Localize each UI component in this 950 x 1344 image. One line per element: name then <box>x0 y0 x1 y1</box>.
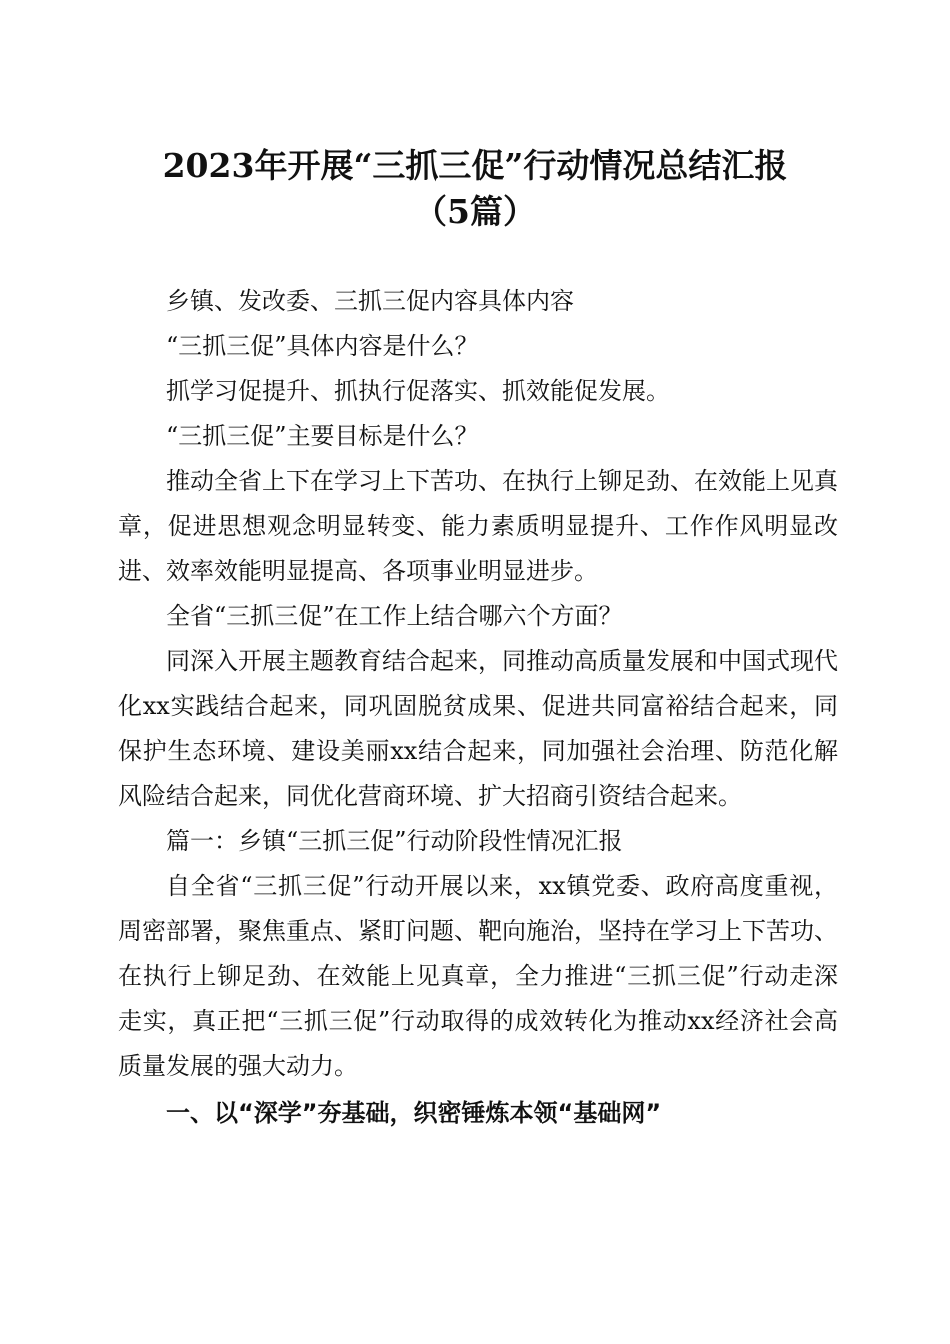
paragraph-question-goal: “三抓三促”主要目标是什么？ <box>166 422 479 450</box>
paragraph-chapter-one-title: 篇一：乡镇“三抓三促”行动阶段性情况汇报 <box>166 827 623 855</box>
paragraph-question-content: “三抓三促”具体内容是什么？ <box>166 332 479 360</box>
paragraph-intro: 乡镇、发改委、三抓三促内容具体内容 <box>166 287 574 315</box>
section-heading: 一、以“深学”夯基础，织密锤炼本领“基础网” <box>166 1099 662 1127</box>
document-title-count: （5篇） <box>414 192 536 231</box>
paragraph-answer-aspects: 同深入开展主题教育结合起来，同推动高质量发展和中国式现代化xx实践结合起来，同巩固脱贫成果、促进共同富裕结合起来，同保护生态环境、建设美丽xx结合起来，同加强社会治理、防范化解风险结合起来，同优化营商环境、扩大招商引资结合起来。 <box>118 647 838 810</box>
paragraph-answer-content: 抓学习促提升、抓执行促落实、抓效能促发展。 <box>166 377 670 405</box>
paragraph-answer-goal: 推动全省上下在学习上下苦功、在执行上铆足劲、在效能上见真章，促进思想观念明显转变、能力素质明显提升、工作作风明显改进、效率效能明显提高、各项事业明显进步。 <box>118 467 838 585</box>
document-body <box>118 279 838 1136</box>
paragraph-question-aspects: 全省“三抓三促”在工作上结合哪六个方面？ <box>166 602 623 630</box>
document-title: 2023年开展“三抓三促”行动情况总结汇报 <box>162 146 788 185</box>
paragraph-chapter-one-body: 自全省“三抓三促”行动开展以来，xx镇党委、政府高度重视，周密部署，聚焦重点、紧盯问题、靶向施治，坚持在学习上下苦功、在执行上铆足劲、在效能上见真章，全力推进“三抓三促”行动走深走实，真正把“三抓三促”行动取得的成效转化为推动xx经济社会高质量发展的强大动力。 <box>118 872 838 1080</box>
